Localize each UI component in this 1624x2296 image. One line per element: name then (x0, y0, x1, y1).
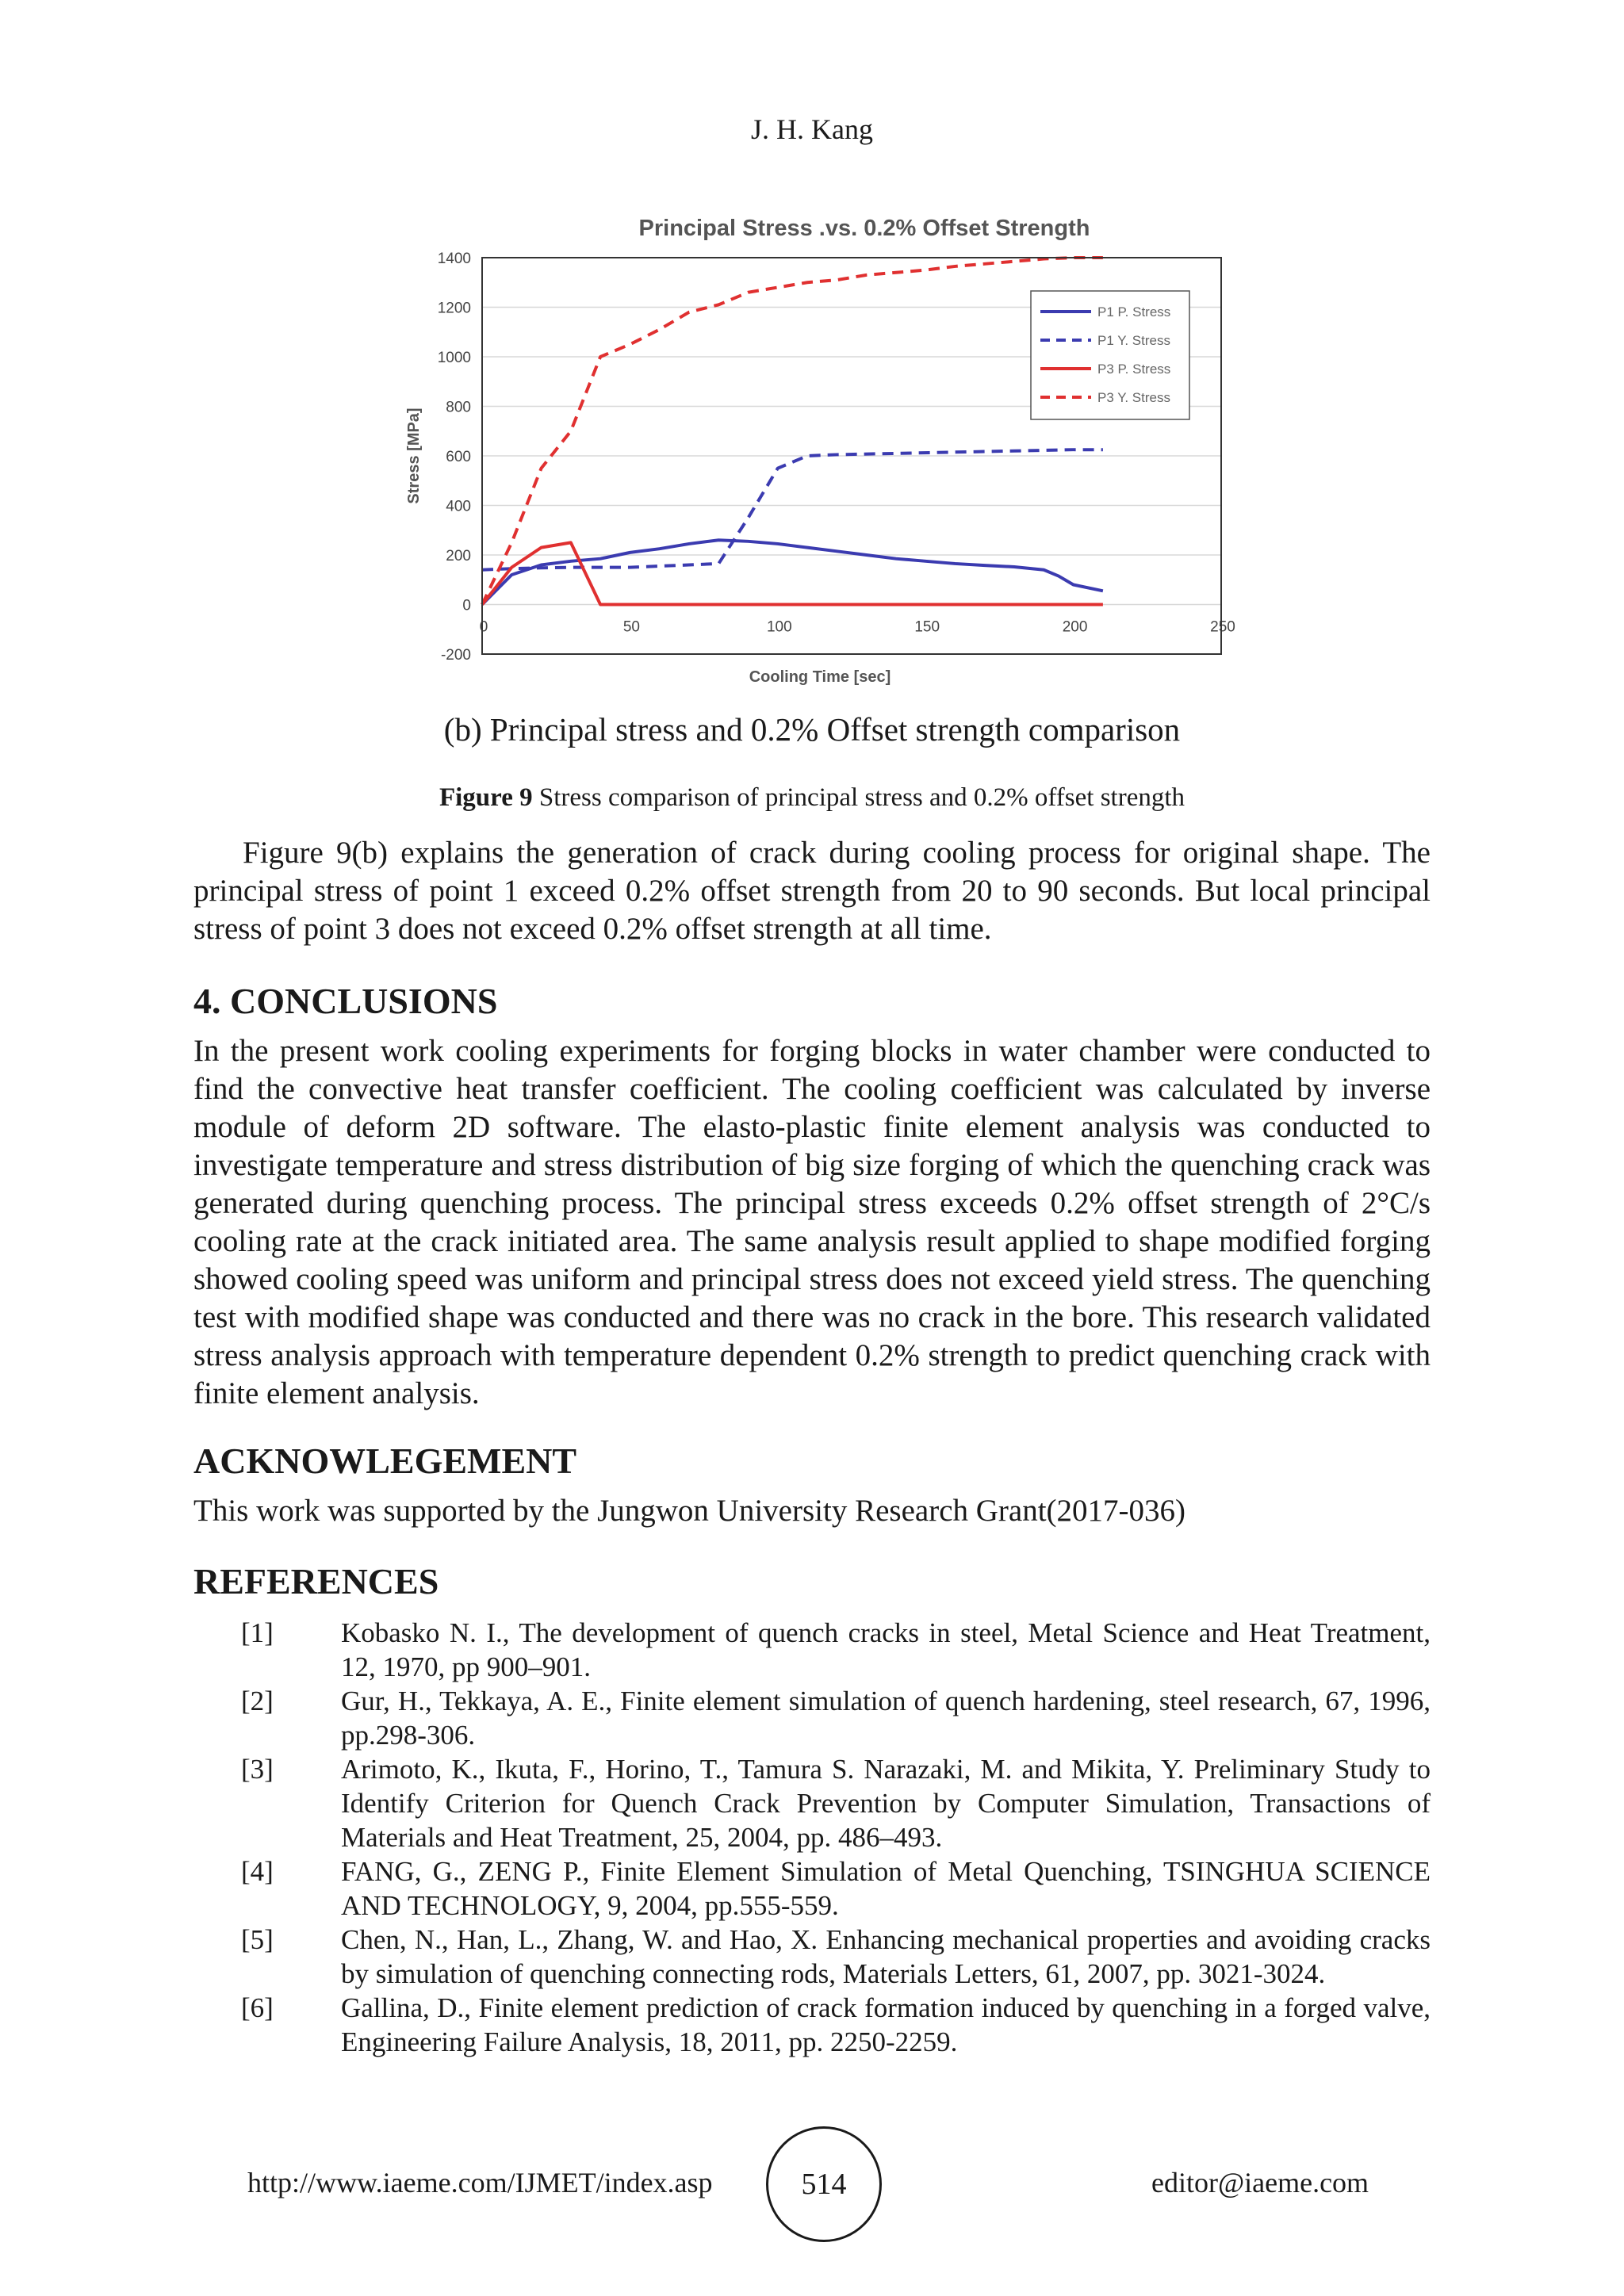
reference-item (193, 1854, 1431, 1923)
reference-item (193, 1752, 1431, 1854)
section-heading-conclusions: 4. CONCLUSIONS (193, 981, 498, 1021)
reference-text: Arimoto, K., Ikuta, F., Horino, T., Tamura S. Narazaki, M. and Mikita, Y. Preliminary Study to Identify Criterion for Quench Crack Prevention by Computer Simulation, Transactions of Materials and Heat Treatment, 25, 2004, pp. 486–493. (341, 1754, 1431, 1853)
y-axis-label: Stress [MPa] (405, 408, 423, 504)
running-header: J. H. Kang (751, 113, 873, 145)
body-paragraph-1: Figure 9(b) explains the generation of crack during cooling process for original shape. The principal stress of point 1 exceed 0.2% offset strength from 20 to 90 seconds. But local principal stress of point 3 does not exceed 0.2% offset strength at all time. (193, 836, 1431, 946)
reference-item (193, 1684, 1431, 1752)
x-tick-label: 50 (622, 618, 640, 636)
figure-label: Figure 9 (439, 783, 533, 812)
x-tick-label: 150 (914, 618, 940, 636)
y-tick-labels (438, 251, 471, 664)
stress-chart (396, 202, 1253, 694)
footer-url-link[interactable]: http://www.iaeme.com/IJMET/index.asp (247, 2167, 713, 2198)
y-tick-label: 1400 (437, 251, 471, 267)
reference-number: [5] (241, 1924, 274, 1955)
x-tick-label: 0 (479, 618, 488, 636)
footer-email-link[interactable]: editor@iaeme.com (1151, 2167, 1369, 2198)
reference-number: [6] (241, 1992, 274, 2023)
series-line-p3-p-stress (482, 542, 1103, 604)
y-tick-label: -200 (440, 647, 471, 664)
page-number: 514 (766, 2126, 882, 2242)
y-tick-label: 0 (462, 597, 471, 614)
reference-text: Gallina, D., Finite element prediction of crack formation induced by quenching in a forged valve, Engineering Failure Analysis, 18, 2011, pp. 2250-2259. (341, 1992, 1431, 2057)
reference-number: [3] (241, 1754, 274, 1785)
reference-item (193, 1991, 1431, 2059)
x-tick-label: 100 (766, 618, 792, 636)
reference-list (193, 1616, 1431, 2059)
reference-item (193, 1616, 1431, 1684)
reference-number: [4] (241, 1856, 274, 1887)
y-tick-label: 600 (446, 449, 471, 465)
x-axis-label: Cooling Time [sec] (749, 668, 891, 686)
x-tick-label: 200 (1062, 618, 1088, 636)
y-tick-label: 1000 (437, 350, 471, 366)
figure-caption-text: Stress comparison of principal stress and 0.2% offset strength (532, 783, 1185, 812)
chart-legend (1031, 291, 1189, 419)
reference-item (193, 1923, 1431, 1991)
reference-text: Gur, H., Tekkaya, A. E., Finite element simulation of quench hardening, steel research, 67, 1996, pp.298-306. (341, 1686, 1431, 1751)
reference-text: Chen, N., Han, L., Zhang, W. and Hao, X. Enhancing mechanical properties and avoiding cracks by simulation of quenching connecting rods, Materials Letters, 61, 2007, pp. 3021-3024. (341, 1924, 1431, 1989)
legend-label: P1 P. Stress (1097, 304, 1171, 320)
y-tick-label: 1200 (437, 300, 471, 317)
conclusions-paragraph: In the present work cooling experiments for forging blocks in water chamber were conducted to find the convective heat transfer coefficient. The cooling coefficient was calculated by inverse module of deform 2D software. The elasto-plastic finite element analysis was conducted to investigate temperature and stress distribution of big size forging of which the quenching crack was generated during quenching process. The principal stress exceeds 0.2% offset strength of 2°C/s cooling rate at the crack initiated area. The same analysis result applied to shape modified forging showed cooling speed was uniform and principal stress does not exceed yield stress. The quenching test with modified shape was conducted and there was no crack in the bore. This research validated stress analysis approach with temperature dependent 0.2% strength to predict quenching crack with finite element analysis. (193, 1034, 1431, 1410)
x-tick-labels (480, 619, 1235, 636)
reference-text: FANG, G., ZENG P., Finite Element Simulation of Metal Quenching, TSINGHUA SCIENCE AND TECHNOLOGY, 9, 2004, pp.555-559. (341, 1856, 1431, 1921)
y-tick-label: 400 (446, 498, 471, 515)
reference-number: [1] (241, 1617, 274, 1648)
figure-caption (0, 783, 1624, 813)
reference-text: Kobasko N. I., The development of quench cracks in steel, Metal Science and Heat Treatment, 12, 1970, pp 900–901. (341, 1617, 1431, 1682)
acknowledgement-paragraph: This work was supported by the Jungwon University Research Grant(2017-036) (193, 1494, 1186, 1528)
x-tick-label: 250 (1210, 618, 1235, 636)
legend-label: P1 Y. Stress (1097, 333, 1170, 348)
chart-title: Principal Stress .vs. 0.2% Offset Strength (638, 216, 1090, 241)
chart-series (482, 258, 1103, 605)
section-heading-acknowledgement: ACKNOWLEGEMENT (193, 1441, 577, 1481)
y-tick-label: 800 (446, 399, 471, 416)
legend-label: P3 P. Stress (1097, 362, 1171, 377)
y-tick-label: 200 (446, 548, 471, 564)
reference-number: [2] (241, 1686, 274, 1716)
legend-label: P3 Y. Stress (1097, 390, 1170, 405)
section-heading-references: REFERENCES (193, 1561, 439, 1601)
figure-subcaption: (b) Principal stress and 0.2% Offset strength comparison (443, 711, 1181, 748)
